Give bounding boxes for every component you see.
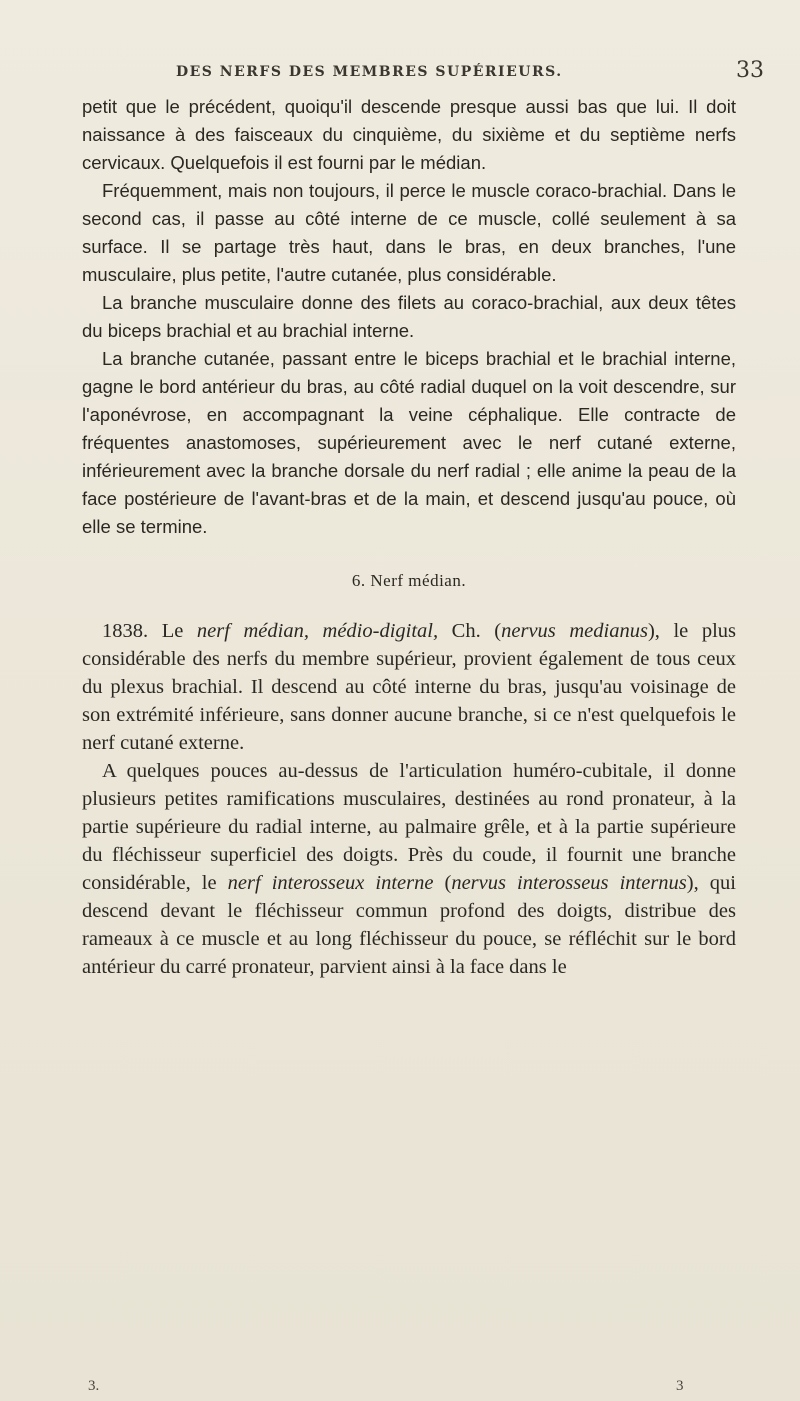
term-interosseous-nerve: nerf interosseux interne (227, 872, 434, 894)
page-number: 33 (736, 58, 764, 83)
text-rest: ), le plus considérable des nerfs du membre supérieur, provient également de tous ceux du plexus brachial. Il descend au côté interne du bras, jusqu'au voisinage de son extrémité inférieure, sans donner aucune branche, si ce n'est quelquefois le nerf cutané externe. (82, 620, 736, 754)
signature-line (0, 1378, 800, 1400)
paragraph-number: 1838. Le (102, 620, 197, 642)
running-header (0, 58, 800, 88)
signature-mark-left: 3. (88, 1378, 100, 1394)
latin-name: nervus medianus (501, 620, 648, 642)
text-end: ), qui descend devant le fléchisseur commun profond des doigts, distribue des rameaux à ce muscle et au long fléchisseur du pouce, se réfléchit sur le bord antérieur du carré pronateur, parvient ainsi à la face dans le (82, 872, 736, 978)
section-title: 6. Nerf médian. (351, 571, 467, 590)
paragraph-cutaneous-branch: La branche cutanée, passant entre le biceps brachial et le brachial interne, gagne le bord antérieur du bras, au côté radial duquel on la voit descendre, sur l'aponévrose, en accompagnant la veine céphalique. Elle contracte de fréquentes anastomoses, supérieurement avec le nerf cutané externe, inférieurement avec la branche dorsale du nerf radial ; elle anime la peau de la face postérieure de l'avant-bras et de la main, et descend jusqu'au pouce, où elle se termine. (82, 348, 736, 537)
paragraph-1838 (82, 617, 736, 757)
paragraph-ramifications (82, 757, 736, 981)
paragraph-muscular-branch: La branche musculaire donne des filets au coraco-brachial, aux deux têtes du biceps brachial et au brachial interne. (82, 292, 736, 341)
paragraph-coraco-brachial: Fréquemment, mais non toujours, il perce le muscle coraco-brachial. Dans le second cas, il passe au côté interne de ce muscle, collé seulement à sa surface. Il se partage très haut, dans le bras, en deux branches, l'une musculaire, plus petite, l'autre cutanée, plus considérable. (82, 180, 736, 285)
page-body (82, 93, 736, 981)
text-paren: ( (433, 872, 452, 894)
running-title: DES NERFS DES MEMBRES SUPÉRIEURS. (176, 64, 563, 80)
latin-interosseus: nervus interosseus internus (451, 872, 687, 894)
term-median-nerve: nerf médian, médio-digital, (196, 620, 439, 642)
text-start: A quelques pouces au-dessus de l'articulation huméro-cubitale, il donne plusieurs petites ramifications musculaires, destinées au rond pronateur, à la partie supérieure du radial interne, au palmaire grêle, et à la partie supérieure du fléchisseur superficiel des doigts. Près du coude, il fournit une branche considérable, le (82, 760, 736, 894)
paragraph-continued: petit que le précédent, quoiqu'il descende presque aussi bas que lui. Il doit naissance à des faisceaux du cinquième, du sixième et du septième nerfs cervicaux. Quelquefois il est fourni par le médian. (82, 96, 736, 173)
signature-mark-right: 3 (676, 1378, 684, 1394)
text-ch: Ch. ( (438, 620, 502, 642)
